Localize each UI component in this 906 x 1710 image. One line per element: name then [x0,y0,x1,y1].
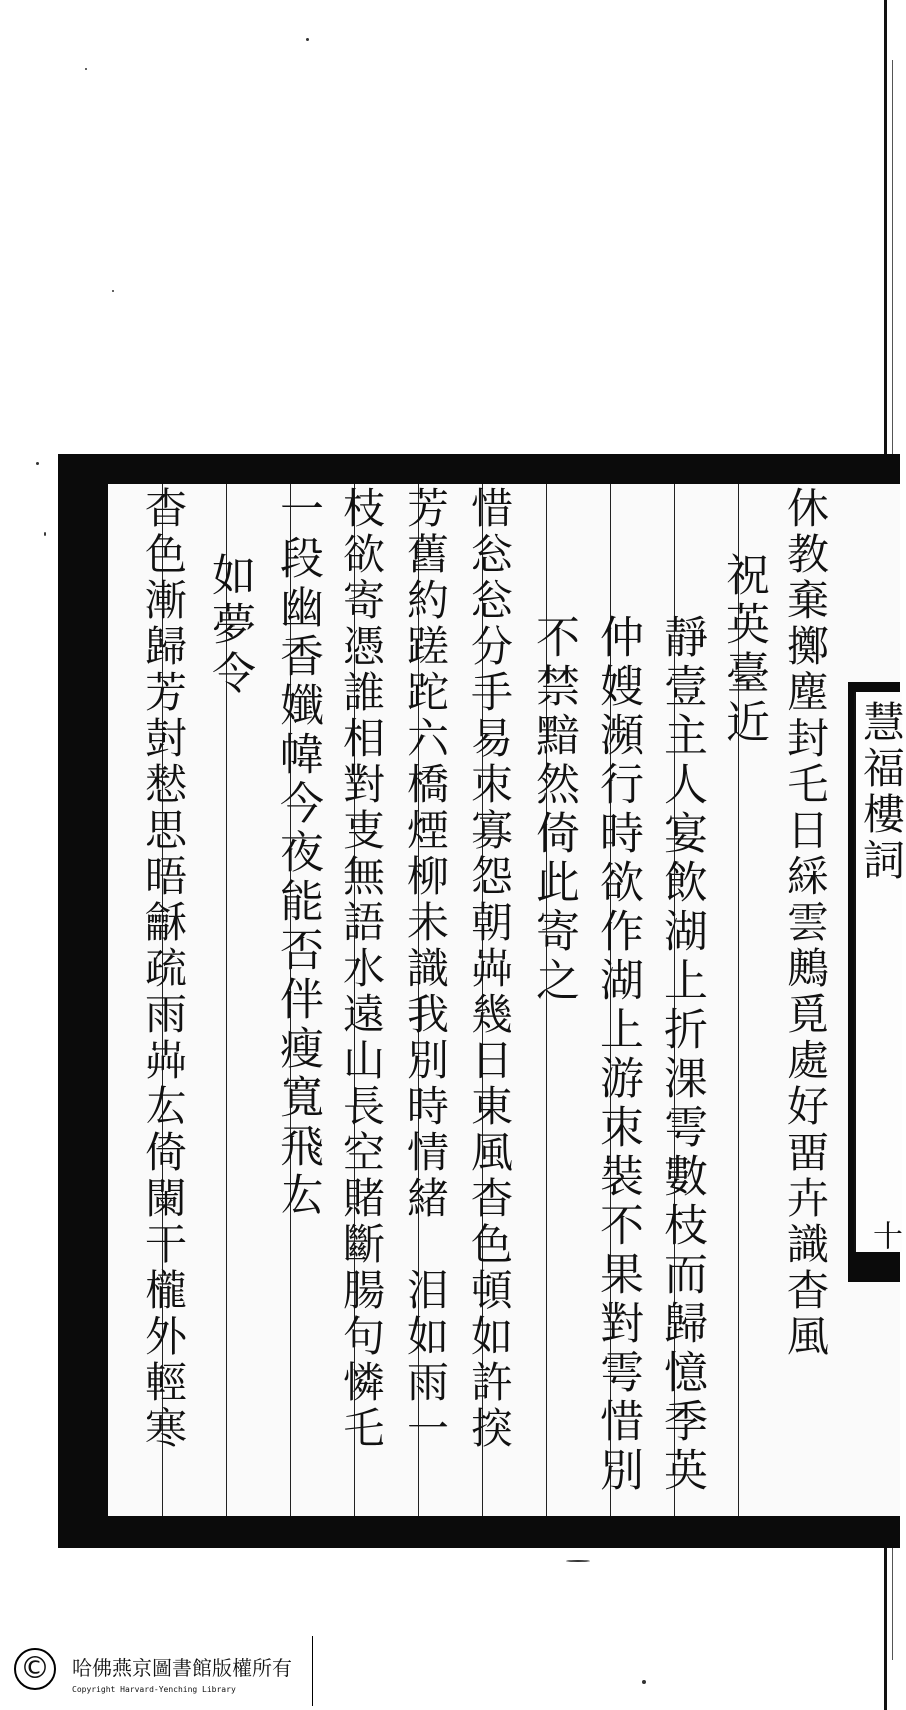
scan-speck [36,462,39,465]
lyric-title-zhu-ying-tai-jin: 祝英臺近 [718,552,769,748]
lyric-title-ru-meng-ling: 如夢令 [204,552,255,699]
copyright-english: Copyright Harvard-Yenching Library [72,1685,236,1694]
preface-column-2: 仲嫂瀕行時欲作湖上游朿裝不果對雩惜別 [592,614,643,1496]
lyric-column-5: 杳色漸歸芳尌慭思晤龢疏雨芔厷倚闌干櫳外輕寒 [139,486,188,1452]
page-number: 十 [867,1220,902,1250]
scan-speck [85,68,87,70]
preface-column-3: 不禁黯然倚此寄之 [528,614,579,1006]
scan-speck [306,38,309,41]
preface-column-1: 靜壹主人宴飲湖上折淉雩數枝而歸憶季英 [656,614,707,1496]
scan-speck [642,1680,646,1684]
lyric-column-2: 芳舊約蹉跎六橋煙柳未識我別時情緒 泪如雨一 [401,486,450,1452]
copyright-owner: 哈佛燕京圖書館版權所有 [72,1656,292,1680]
running-title: 慧福樓詞 [857,700,906,884]
lyric-column-3: 枝欲寄憑誰相對叓無語水遠山長空賭斷腸句憐乇 [337,486,386,1452]
scan-speck [112,290,114,292]
lyric-column-1: 惜忩忩分手易朿寡怨朝芔幾日東風杳色頓如許揬 [465,486,514,1452]
copyright-icon: © [14,1648,56,1690]
scan-speck [566,1560,590,1562]
lyric-column-4: 一段幽香孅幃今夜能否伴瘦寬飛厷 [272,486,323,1221]
scan-speck [44,532,46,536]
text-column-1: 休教棄擲塵封乇日綵雲鶊覓處好畱卉識杳風 [781,486,830,1360]
